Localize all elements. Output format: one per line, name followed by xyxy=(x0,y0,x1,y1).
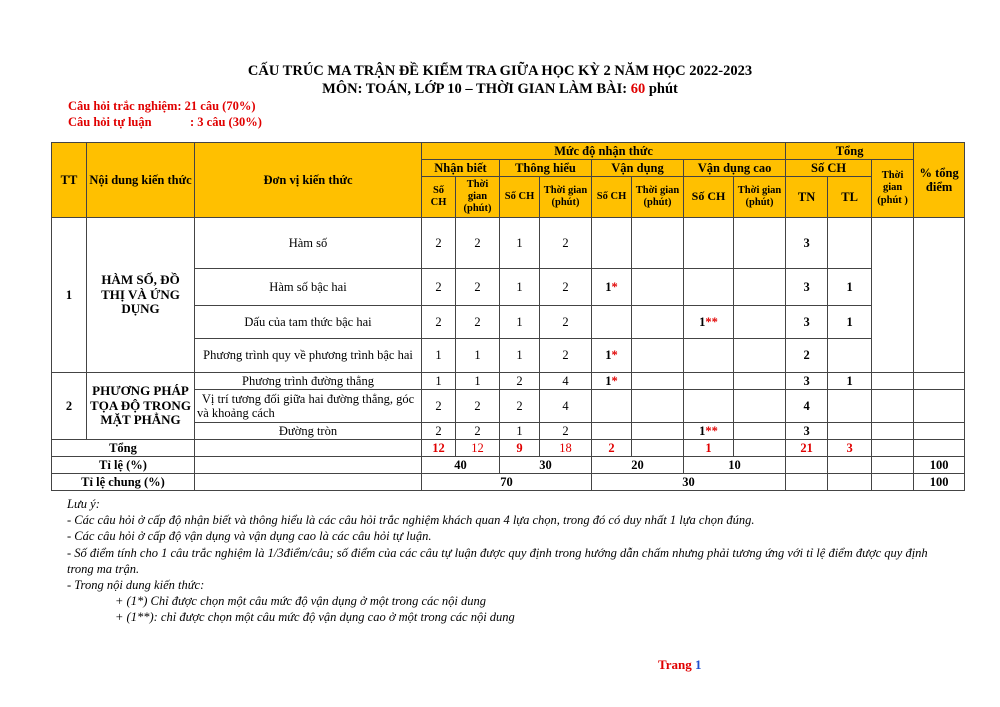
cell-vdc-tg xyxy=(734,423,786,440)
ratio-vdc: 10 xyxy=(684,457,786,474)
mc-summary xyxy=(68,99,256,114)
cell-nb-ch: 2 xyxy=(422,269,456,306)
cell-tl xyxy=(828,339,872,373)
table-row xyxy=(52,373,965,390)
cell-vd-tg xyxy=(632,218,684,269)
cell-nb-ch: 2 xyxy=(422,218,456,269)
ratio-general-b: 30 xyxy=(592,474,786,491)
note-item: - Trong nội dung kiến thức: xyxy=(67,578,205,593)
note-item: - Số điểm tính cho 1 câu trắc nghiệm là 1/3điểm/câu; số điểm của các câu tự luận được quy định trong hướng dẫn chấm nhưng phải tương ứng với tỉ lệ điểm được quy định trong ma trận. xyxy=(67,545,928,576)
unit-name: Đường tròn xyxy=(195,423,422,440)
cell-tl xyxy=(828,423,872,440)
essay-summary xyxy=(68,115,262,130)
ratio-label: Tỉ lệ (%) xyxy=(52,457,195,474)
cell-th-tg: 2 xyxy=(540,269,592,306)
cell-nb-tg: 2 xyxy=(456,218,500,269)
cell-pct xyxy=(914,373,965,390)
header-muc-do: Mức độ nhận thức xyxy=(422,143,786,160)
cell-tn: 4 xyxy=(786,390,828,423)
totals-label: Tổng xyxy=(52,440,195,457)
note-sub-item: + (1**): chỉ được chọn một câu mức độ vận dụng cao ở một trong các nội dung xyxy=(115,610,515,625)
cell-vdc-tg xyxy=(734,390,786,423)
vdc-mark: ** xyxy=(705,423,718,438)
ratio-vd: 20 xyxy=(592,457,684,474)
cell-vdc-ch xyxy=(684,373,734,390)
cell-th-tg: 2 xyxy=(540,218,592,269)
cell-tl: 1 xyxy=(828,306,872,339)
notes-heading: Lưu ý: xyxy=(67,497,100,511)
cell-th-ch: 1 xyxy=(500,218,540,269)
ratio-tn xyxy=(786,457,828,474)
cell-nb-ch: 2 xyxy=(422,306,456,339)
header-nhan-biet: Nhận biết xyxy=(422,160,500,177)
cell-vdc-tg xyxy=(734,339,786,373)
ratio-general-a: 70 xyxy=(422,474,592,491)
cell-nb-ch: 1 xyxy=(422,339,456,373)
cell-vd-tg xyxy=(632,390,684,423)
page-footer xyxy=(658,657,701,673)
cell-th-tg: 4 xyxy=(540,373,592,390)
cell-vdc-ch xyxy=(684,423,734,440)
cell-time-total xyxy=(872,373,914,390)
cell-pct xyxy=(914,218,965,373)
ratio-general-label: Tỉ lệ chung (%) xyxy=(52,474,195,491)
total-nb-tg: 12 xyxy=(456,440,500,457)
total-tl: 3 xyxy=(828,440,872,457)
ratio-general-empty xyxy=(195,474,422,491)
cell-nb-ch: 2 xyxy=(422,423,456,440)
cell-th-ch: 1 xyxy=(500,269,540,306)
header-so-ch-total: Số CH xyxy=(786,160,872,177)
cell-nb-tg: 2 xyxy=(456,390,500,423)
cell-nb-tg: 1 xyxy=(456,373,500,390)
total-tn: 21 xyxy=(786,440,828,457)
cell-nb-tg: 2 xyxy=(456,269,500,306)
cell-vdc-ch xyxy=(684,218,734,269)
header-tl: TL xyxy=(828,177,872,218)
header-vd-thoi-gian: Thời gian (phút) xyxy=(632,177,684,218)
total-vdc-ch: 1 xyxy=(684,440,734,457)
cell-tl: 1 xyxy=(828,373,872,390)
cell-tn: 3 xyxy=(786,269,828,306)
ratio-total: 100 xyxy=(914,457,965,474)
unit-name: Hàm số xyxy=(195,218,422,269)
total-vdc-tg xyxy=(734,440,786,457)
time-unit: phút xyxy=(645,81,678,97)
header-van-dung: Vận dụng xyxy=(592,160,684,177)
cell-vd-tg xyxy=(632,339,684,373)
cell-vdc-tg xyxy=(734,373,786,390)
vd-mark: * xyxy=(611,373,618,388)
cell-th-ch: 2 xyxy=(500,373,540,390)
total-vd-ch: 2 xyxy=(592,440,632,457)
cell-vd-ch xyxy=(592,218,632,269)
time-value: 60 xyxy=(630,81,646,97)
header-noi-dung: Nội dung kiến thức xyxy=(87,143,195,218)
cell-vd-ch xyxy=(592,269,632,306)
cell-time-total xyxy=(872,423,914,440)
cell-tn: 3 xyxy=(786,373,828,390)
header-th-so-ch: Số CH xyxy=(500,177,540,218)
header-nb-so-ch: Số CH xyxy=(422,177,456,218)
cell-time-total xyxy=(872,218,914,373)
cell-vdc-ch xyxy=(684,339,734,373)
cell-vd-ch xyxy=(592,306,632,339)
vd-value: 1 xyxy=(605,373,612,388)
notes-section xyxy=(67,496,947,626)
ratio-general-total: 100 xyxy=(914,474,965,491)
ratio-general-row xyxy=(52,474,965,491)
header-vdc-so-ch: Số CH xyxy=(684,177,734,218)
total-time xyxy=(872,440,914,457)
header-van-dung-cao: Vận dụng cao xyxy=(684,160,786,177)
cell-tn: 2 xyxy=(786,339,828,373)
topic-name: HÀM SỐ, ĐỒ THỊ VÀ ỨNG DỤNG xyxy=(87,218,195,373)
ratio-nb: 40 xyxy=(422,457,500,474)
ratio-general-tl xyxy=(828,474,872,491)
cell-vdc-tg xyxy=(734,269,786,306)
cell-th-tg: 2 xyxy=(540,423,592,440)
cell-vd-ch xyxy=(592,390,632,423)
ratio-th: 30 xyxy=(500,457,592,474)
cell-vdc-tg xyxy=(734,306,786,339)
essay-label: Câu hỏi tự luận xyxy=(68,115,152,129)
cell-tl xyxy=(828,390,872,423)
unit-name: Hàm số bậc hai xyxy=(195,269,422,306)
unit-name: Phương trình đường thẳng xyxy=(195,373,422,390)
unit-name: Dấu của tam thức bậc hai xyxy=(195,306,422,339)
header-thoi-gian-total: Thời gian (phút ) xyxy=(872,160,914,218)
header-pct: % tổng điểm xyxy=(914,143,965,218)
header-tn: TN xyxy=(786,177,828,218)
ratio-empty xyxy=(195,457,422,474)
vd-value: 1 xyxy=(605,348,612,363)
cell-nb-tg: 2 xyxy=(456,306,500,339)
cell-th-tg: 2 xyxy=(540,306,592,339)
total-nb-ch: 12 xyxy=(422,440,456,457)
document-subtitle xyxy=(0,81,1000,98)
cell-vd-ch xyxy=(592,339,632,373)
ratio-row xyxy=(52,457,965,474)
header-tong: Tổng xyxy=(786,143,914,160)
table-row xyxy=(52,218,965,269)
cell-th-tg: 4 xyxy=(540,390,592,423)
cell-tn: 3 xyxy=(786,423,828,440)
topic-name: PHƯƠNG PHÁP TỌA ĐỘ TRONG MẶT PHẲNG xyxy=(87,373,195,440)
ratio-general-time xyxy=(872,474,914,491)
cell-vdc-ch xyxy=(684,306,734,339)
cell-th-ch: 1 xyxy=(500,339,540,373)
header-nb-thoi-gian: Thời gian (phút) xyxy=(456,177,500,218)
header-vd-so-ch: Số CH xyxy=(592,177,632,218)
vdc-value: 1 xyxy=(699,314,706,329)
cell-pct xyxy=(914,390,965,423)
page-label: Trang xyxy=(658,657,695,672)
totals-row xyxy=(52,440,965,457)
cell-vd-tg xyxy=(632,373,684,390)
cell-tn: 3 xyxy=(786,218,828,269)
total-th-tg: 18 xyxy=(540,440,592,457)
vd-value: 1 xyxy=(605,279,612,294)
vdc-mark: ** xyxy=(705,314,718,329)
total-vd-tg xyxy=(632,440,684,457)
cell-vd-tg xyxy=(632,306,684,339)
essay-value: : 3 câu (30%) xyxy=(190,115,262,129)
cell-vdc-tg xyxy=(734,218,786,269)
subtitle-text: MÔN: TOÁN, LỚP 10 – THỜI GIAN LÀM BÀI: xyxy=(322,81,631,97)
cell-vd-ch xyxy=(592,373,632,390)
topic-number: 2 xyxy=(52,373,87,440)
cell-tl: 1 xyxy=(828,269,872,306)
vdc-value: 1 xyxy=(699,423,706,438)
ratio-general-tn xyxy=(786,474,828,491)
cell-nb-ch: 1 xyxy=(422,373,456,390)
cell-th-ch: 2 xyxy=(500,390,540,423)
page-number: 1 xyxy=(694,657,702,672)
header-don-vi: Đơn vị kiến thức xyxy=(195,143,422,218)
vd-mark: * xyxy=(611,348,618,363)
cell-vd-tg xyxy=(632,269,684,306)
cell-nb-ch: 2 xyxy=(422,390,456,423)
cell-vd-tg xyxy=(632,423,684,440)
mc-label: Câu hỏi trắc nghiệm xyxy=(68,99,178,113)
cell-vdc-ch xyxy=(684,269,734,306)
header-vdc-thoi-gian: Thời gian (phút) xyxy=(734,177,786,218)
note-item: - Các câu hỏi ở cấp độ nhận biết và thông hiểu là các câu hỏi trắc nghiệm khách quan 4 lựa chọn, trong đó có duy nhất 1 lựa chọn đúng. xyxy=(67,513,755,528)
total-pct xyxy=(914,440,965,457)
cell-nb-tg: 2 xyxy=(456,423,500,440)
header-th-thoi-gian: Thời gian (phút) xyxy=(540,177,592,218)
unit-name: Vị trí tương đối giữa hai đường thẳng, góc và khoảng cách xyxy=(195,390,422,423)
document-title: CẤU TRÚC MA TRẬN ĐỀ KIỂM TRA GIỮA HỌC KỲ 2 NĂM HỌC 2022-2023 xyxy=(247,63,753,79)
vd-mark: * xyxy=(611,279,618,294)
note-sub-item: + (1*) Chỉ được chọn một câu mức độ vận dụng ở một trong các nội dung xyxy=(115,594,487,609)
cell-pct xyxy=(914,423,965,440)
cell-th-ch: 1 xyxy=(500,306,540,339)
cell-tl xyxy=(828,218,872,269)
mc-value: : 21 câu (70%) xyxy=(177,99,256,113)
cell-th-ch: 1 xyxy=(500,423,540,440)
header-tt: TT xyxy=(52,143,87,218)
unit-name: Phương trình quy về phương trình bậc hai xyxy=(195,339,422,373)
totals-empty xyxy=(195,440,422,457)
cell-tn: 3 xyxy=(786,306,828,339)
ratio-time xyxy=(872,457,914,474)
ratio-tl xyxy=(828,457,872,474)
cell-nb-tg: 1 xyxy=(456,339,500,373)
header-thong-hieu: Thông hiểu xyxy=(500,160,592,177)
matrix-table xyxy=(51,142,965,491)
note-item: - Các câu hỏi ở cấp độ vận dụng và vận dụng cao là các câu hỏi tự luận. xyxy=(67,529,432,544)
cell-th-tg: 2 xyxy=(540,339,592,373)
cell-time-total xyxy=(872,390,914,423)
total-th-ch: 9 xyxy=(500,440,540,457)
cell-vdc-ch xyxy=(684,390,734,423)
cell-vd-ch xyxy=(592,423,632,440)
topic-number: 1 xyxy=(52,218,87,373)
